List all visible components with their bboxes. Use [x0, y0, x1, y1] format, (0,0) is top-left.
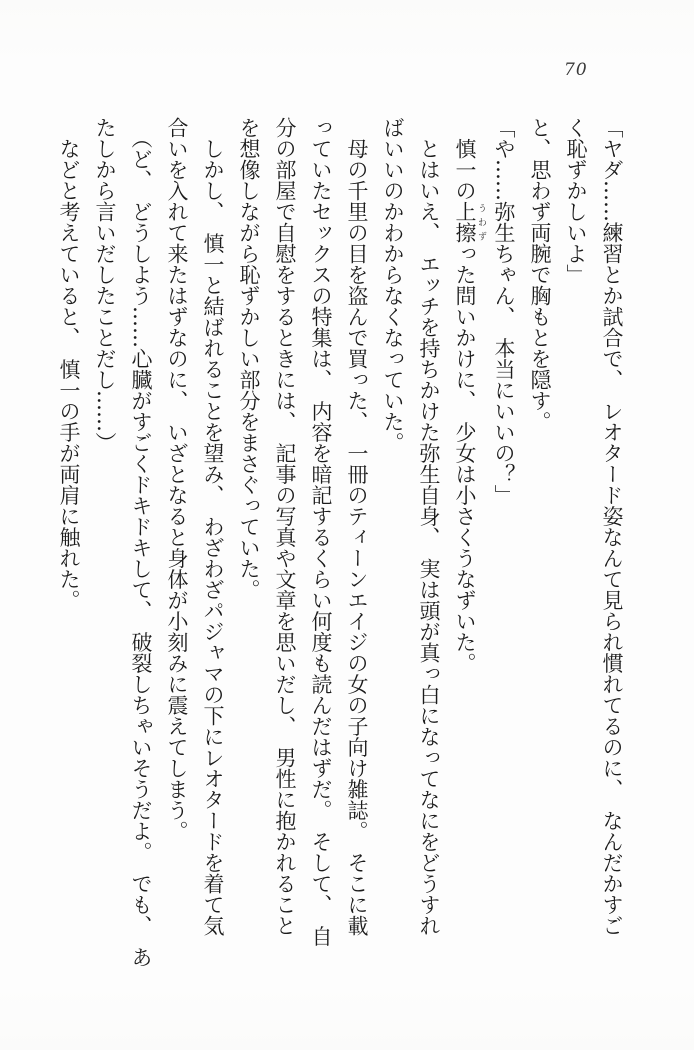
body-text — [51, 117, 630, 968]
text-line: とはいえ、 エッチを持ちかけた弥生自身、 実は頭が真っ白になってなにをどうすれ — [417, 117, 441, 936]
page-number: 70 — [564, 60, 588, 80]
text-line: 分の部屋で自慰をするときには、 記事の写真や文章を思いだし、 男性に抱かれること — [273, 117, 297, 936]
text-line: などと考えていると、 慎一の手が両肩に触れた。 — [57, 117, 81, 611]
text-line: っていたセックスの特集は、 内容を暗記するくらい何度も読んだはずだ。 そして、 自 — [309, 117, 333, 947]
text-line: 「や……弥生ちゃん、 本当にいいの？」 — [492, 117, 516, 506]
text-line: 「ヤダ……練習とか試合で、 レオタード姿なんて見られ慣れてるのに、 なんだかすご — [600, 117, 624, 936]
text-line: ばいいのかわからなくなっていた。 — [381, 117, 405, 453]
text-line: 母の千里の目を盗んで買った、 一冊のティーンエイジの女の子向け雑誌。 そこに載 — [345, 117, 369, 936]
text-line: く恥ずかしいよ」 — [564, 117, 588, 285]
text-line: （ど、 どうしよう……心臓がすごくドキドキして、 破裂しちゃいそうだよ。 でも、 あ — [129, 117, 153, 968]
text-line: たしから言いだしたことだし……） — [93, 117, 117, 453]
text-line: と、思わず両腕で胸もとを隠す。 — [528, 117, 552, 432]
text-line: 合いを入れて来たはずなのに、 いざとなると身体が小刻みに震えてしまう。 — [165, 117, 189, 842]
furigana-ruby: 上擦 うわず — [453, 201, 486, 243]
text-line: 慎一の上擦 うわずった問いかけに、 少女は小さくうなずいた。 — [453, 117, 486, 674]
text-line: しかし、 慎一と結ばれることを望み、 わざわざパジャマの下にレオタードを着て気 — [201, 117, 225, 936]
text-line: を想像しながら恥ずかしい部分をまさぐっていた。 — [237, 117, 261, 600]
